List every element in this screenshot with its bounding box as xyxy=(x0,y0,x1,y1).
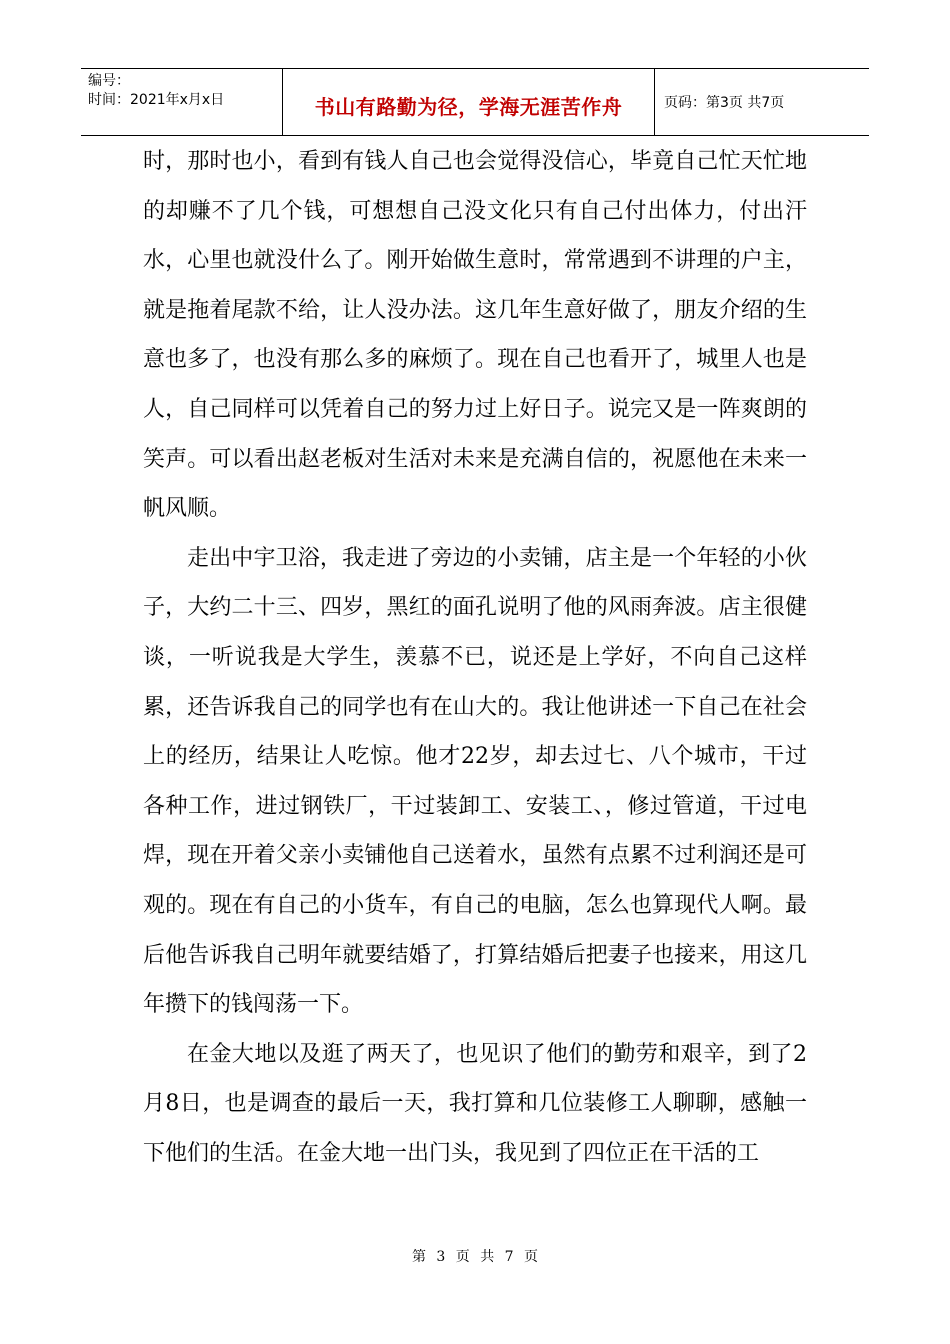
document-body xyxy=(143,137,807,1178)
page-footer: 第 3 页 共 7 页 xyxy=(411,1249,539,1265)
header-page-cell xyxy=(655,69,869,135)
header-motto-cell xyxy=(283,69,655,135)
header-motto: 书山有路勤为径，学海无涯苦作舟 xyxy=(314,94,623,119)
header-meta-cell xyxy=(81,69,283,135)
document-date-label: 时间：2021年x月x日 xyxy=(88,92,225,108)
header-page-code: 页码：第3页 共7页 xyxy=(664,95,785,111)
body-paragraph: 在金大地以及逛了两天了，也见识了他们的勤劳和艰辛，到了2月8日，也是调查的最后一天，我打算和几位装修工人聊聊，感触一下他们的生活。在金大地一出门头，我见到了四位正在干活的工 xyxy=(143,1041,807,1166)
body-paragraph: 时，那时也小，看到有钱人自己也会觉得没信心，毕竟自己忙天忙地的却赚不了几个钱，可想想自己没文化只有自己付出体力，付出汗水，心里也就没什么了。刚开始做生意时，常常遇到不讲理的户主，就是拖着尾款不给，让人没办法。这几年生意好做了，朋友介绍的生意也多了，也没有那么多的麻烦了。现在自己也看开了，城里人也是人，自己同样可以凭着自己的努力过上好日子。说完又是一阵爽朗的笑声。可以看出赵老板对生活对未来是充满自信的，祝愿他在未来一帆风顺。 xyxy=(143,149,807,522)
document-number-label: 编号： xyxy=(88,73,130,89)
page-header xyxy=(81,68,869,136)
body-paragraph: 走出中宇卫浴，我走进了旁边的小卖铺，店主是一个年轻的小伙子，大约二十三、四岁，黑红的面孔说明了他的风雨奔波。店主很健谈，一听说我是大学生，羡慕不已，说还是上学好，不向自己这样累，还告诉我自己的同学也有在山大的。我让他讲述一下自己在社会上的经历，结果让人吃惊。他才22岁，却去过七、八个城市，干过各种工作，进过钢铁厂，干过装卸工、安装工、，修过管道，干过电焊，现在开着父亲小卖铺他自己送着水，虽然有点累不过利润还是可观的。现在有自己的小货车，有自己的电脑，怎么也算现代人啊。最后他告诉我自己明年就要结婚了，打算结婚后把妻子也接来，用这几年攒下的钱闯荡一下。 xyxy=(143,545,807,1018)
